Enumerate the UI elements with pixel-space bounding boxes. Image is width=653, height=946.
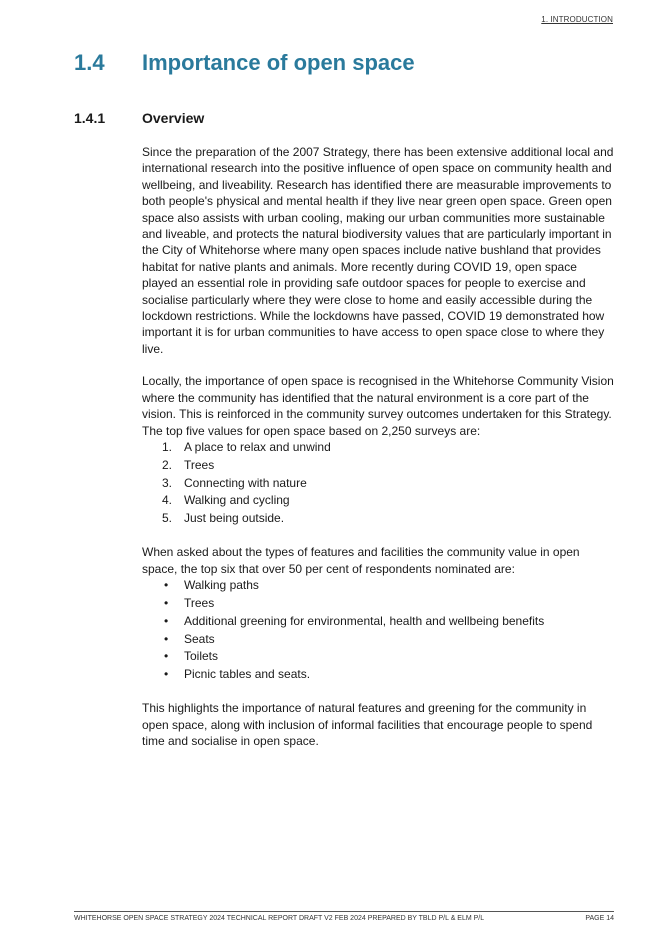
bullet-icon: • — [164, 578, 169, 593]
list-item — [142, 648, 614, 666]
subsection-title: Overview — [142, 110, 205, 126]
list-number: 5. — [162, 511, 173, 526]
page-number: PAGE 14 — [585, 915, 614, 922]
list-item — [142, 666, 614, 684]
list-item-text: Trees — [184, 457, 215, 472]
section-number: 1.4 — [74, 50, 105, 75]
list-item — [142, 631, 614, 649]
bullet-icon: • — [164, 631, 169, 646]
list-item — [142, 595, 614, 613]
body-text — [142, 144, 614, 766]
list-item — [142, 577, 614, 595]
list-number: 4. — [162, 493, 173, 508]
list-item-text: Connecting with nature — [184, 475, 307, 490]
list-item-text: Trees — [184, 596, 215, 610]
list-item — [142, 439, 614, 457]
list-item — [142, 475, 614, 493]
paragraph-1: Since the preparation of the 2007 Strategy, there has been extensive additional local and international research into the positive influence of open space on community health and wellbeing, and liveability. Research has identified there are measurable improvements to both people's physical and mental health if they live near green open space. Green open space also assists with urban cooling, making our urban communities more sustainable and liveable, and protects the natural biodiversity values that are particularly important in the City of Whitehorse where many open spaces include native bushland that provides habitat for native plants and animals. More recently during COVID 19, open space played an essential role in providing safe outdoor spaces for people to exercise and socialise particularly where they were close to home and easily accessible during the lockdown restrictions. While the lockdowns have passed, COVID 19 demonstrated how important it is for urban communities to have access to open space close to where they live. — [142, 145, 614, 356]
bullet-icon: • — [164, 596, 169, 610]
page-footer — [74, 911, 614, 922]
footer-document-info: WHITEHORSE OPEN SPACE STRATEGY 2024 TECHNICAL REPORT DRAFT V2 FEB 2024 PREPARED BY TBLD P/L & ELM P/L — [74, 915, 485, 922]
paragraph-3: When asked about the types of features and facilities the community value in open space, the top six that over 50 per cent of respondents nominated are: — [142, 545, 580, 576]
list-item-text: Additional greening for environmental, health and wellbeing benefits — [184, 613, 545, 628]
list-number: 2. — [162, 457, 173, 472]
bullet-icon: • — [164, 613, 169, 628]
bullet-icon: • — [164, 667, 169, 682]
section-heading — [74, 50, 623, 76]
list-number: 3. — [162, 475, 173, 490]
paragraph-2: Locally, the importance of open space is recognised in the Whitehorse Community Vision where the community has identified that the natural environment is a core part of the vision. This is reinforced in the community survey outcomes undertaken for this Strategy. The top five values for open space based on 2,250 surveys are: — [142, 374, 614, 438]
list-item-text: Toilets — [184, 649, 219, 664]
subsection-number: 1.4.1 — [74, 110, 106, 126]
list-item — [142, 492, 614, 510]
list-item-text: Seats — [184, 631, 215, 646]
list-item-text: Picnic tables and seats. — [184, 667, 311, 682]
subsection-heading — [74, 110, 623, 126]
list-item-text: Walking paths — [184, 578, 259, 593]
list-item — [142, 457, 614, 475]
list-item-text: A place to relax and unwind — [184, 439, 331, 454]
values-list — [142, 439, 614, 528]
list-item — [142, 613, 614, 631]
bullet-icon: • — [164, 649, 169, 664]
paragraph-4: This highlights the importance of natural features and greening for the community in open space, along with inclusion of informal facilities that encourage people to spend time and socialise in open space. — [142, 701, 593, 749]
section-title: Importance of open space — [142, 50, 415, 75]
list-item — [142, 510, 614, 528]
running-head[interactable]: 1. INTRODUCTION — [541, 15, 613, 24]
features-list — [142, 577, 614, 684]
list-number: 1. — [162, 439, 173, 454]
list-item-text: Walking and cycling — [184, 493, 290, 508]
list-item-text: Just being outside. — [184, 511, 285, 526]
